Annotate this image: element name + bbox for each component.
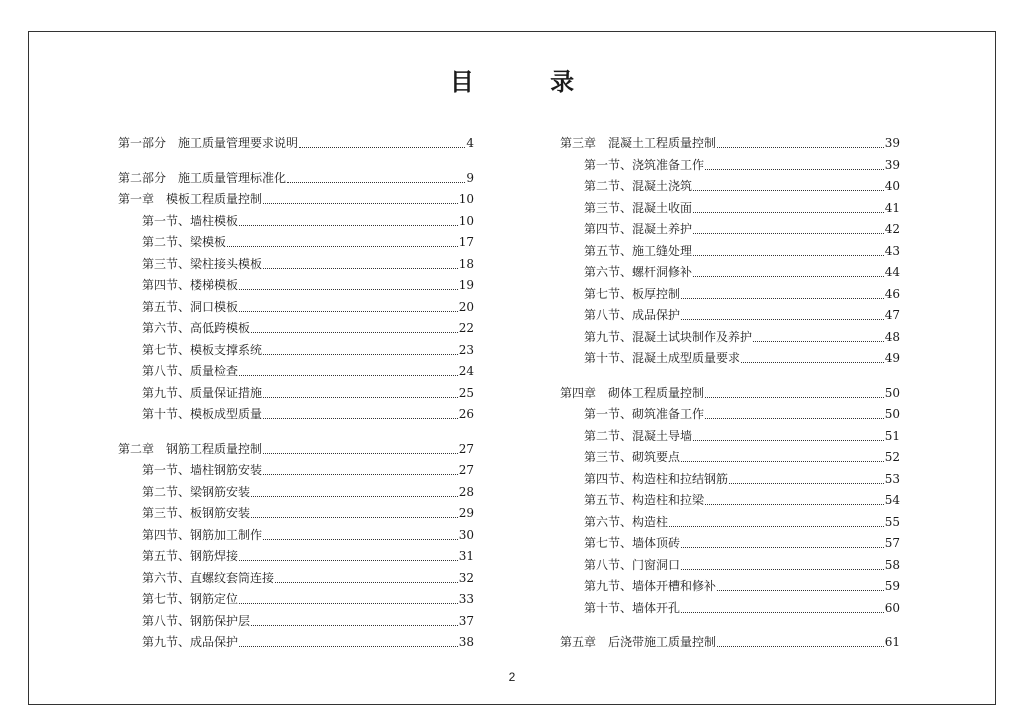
toc-entry bbox=[118, 632, 474, 654]
toc-entry bbox=[560, 327, 900, 349]
toc-entry bbox=[560, 632, 900, 654]
toc-entry-page: 53 bbox=[884, 471, 900, 486]
toc-entry-page: 60 bbox=[884, 600, 900, 615]
toc-entry-page: 28 bbox=[458, 484, 474, 499]
toc-entry bbox=[118, 361, 474, 383]
toc-entry-title: 第五节、洞口模板 bbox=[142, 299, 239, 314]
toc-entry bbox=[118, 482, 474, 504]
toc-entry-title: 第三节、砌筑要点 bbox=[584, 450, 681, 464]
toc-entry-title: 第十节、模板成型质量 bbox=[142, 407, 263, 421]
toc-entry bbox=[560, 469, 900, 491]
page-number: 2 bbox=[508, 670, 516, 684]
toc-leader-dots bbox=[681, 561, 884, 570]
toc-entry-page: 43 bbox=[884, 243, 900, 258]
toc-entry bbox=[560, 305, 900, 327]
toc-entry bbox=[560, 262, 900, 284]
toc-entry-page: 31 bbox=[458, 549, 474, 563]
toc-entry bbox=[560, 404, 900, 426]
toc-entry-page: 44 bbox=[884, 265, 900, 279]
toc-entry-title: 第五节、钢筋焊接 bbox=[142, 549, 239, 563]
toc-leader-dots bbox=[227, 238, 458, 247]
toc-leader-dots bbox=[705, 410, 884, 419]
toc-leader-dots bbox=[263, 466, 458, 475]
toc-entry bbox=[118, 189, 474, 211]
toc-entry bbox=[560, 284, 900, 306]
toc-leader-dots bbox=[681, 604, 884, 613]
toc-leader-dots bbox=[681, 453, 884, 462]
toc-entry-page: 10 bbox=[458, 213, 474, 228]
toc-entry bbox=[560, 198, 900, 220]
toc-leader-dots bbox=[263, 531, 458, 540]
toc-entry-title: 第四节、钢筋加工制作 bbox=[142, 527, 263, 542]
toc-leader-dots bbox=[251, 509, 458, 518]
toc-entry bbox=[118, 232, 474, 254]
toc-entry-page: 55 bbox=[884, 514, 900, 529]
toc-leader-dots bbox=[239, 303, 458, 312]
toc-leader-dots bbox=[705, 161, 884, 170]
toc-entry-title: 第九节、墙体开槽和修补 bbox=[584, 579, 717, 593]
toc-right-column bbox=[560, 133, 900, 654]
toc-leader-dots bbox=[717, 139, 884, 148]
toc-leader-dots bbox=[263, 410, 458, 419]
toc-entry bbox=[118, 546, 474, 568]
toc-leader-dots bbox=[263, 445, 458, 454]
toc-entry-title: 第三节、混凝土收面 bbox=[584, 200, 693, 215]
toc-entry-title: 第七节、钢筋定位 bbox=[142, 592, 239, 606]
toc-entry-title: 第八节、门窗洞口 bbox=[584, 557, 681, 572]
toc-leader-dots bbox=[693, 182, 884, 191]
toc-leader-dots bbox=[681, 311, 884, 320]
toc-entry bbox=[560, 533, 900, 555]
toc-entry-title: 第十节、混凝土成型质量要求 bbox=[584, 351, 741, 365]
toc-entry-title: 第一节、砌筑准备工作 bbox=[584, 407, 705, 421]
toc-entry bbox=[560, 447, 900, 469]
toc-entry-page: 27 bbox=[458, 441, 474, 456]
toc-entry-page: 51 bbox=[884, 428, 900, 443]
toc-leader-dots bbox=[681, 290, 884, 299]
toc-entry-title: 第一章 模板工程质量控制 bbox=[118, 192, 263, 206]
toc-leader-dots bbox=[251, 324, 458, 333]
toc-entry-page: 17 bbox=[458, 235, 474, 249]
toc-leader-dots bbox=[239, 638, 458, 647]
toc-leader-dots bbox=[275, 574, 458, 583]
toc-entry-page: 30 bbox=[458, 527, 474, 542]
toc-entry-title: 第九节、混凝土试块制作及养护 bbox=[584, 329, 753, 344]
toc-leader-dots bbox=[729, 475, 884, 484]
toc-leader-dots bbox=[681, 539, 884, 548]
toc-entry-title: 第二节、混凝土浇筑 bbox=[584, 179, 693, 193]
toc-entry-title: 第八节、成品保护 bbox=[584, 308, 681, 322]
toc-leader-dots bbox=[263, 260, 458, 269]
toc-leader-dots bbox=[239, 217, 458, 226]
toc-leader-dots bbox=[239, 552, 458, 561]
toc-entry bbox=[560, 576, 900, 598]
toc-entry-page: 27 bbox=[458, 463, 474, 477]
toc-entry bbox=[118, 254, 474, 276]
toc-entry-page: 50 bbox=[884, 385, 900, 400]
toc-entry-title: 第三节、梁柱接头模板 bbox=[142, 256, 263, 271]
toc-entry bbox=[118, 133, 474, 155]
toc-entry-page: 22 bbox=[458, 321, 474, 335]
toc-entry-page: 42 bbox=[884, 222, 900, 236]
toc-entry-title: 第三章 混凝土工程质量控制 bbox=[560, 136, 717, 150]
toc-entry-title: 第四节、混凝土养护 bbox=[584, 222, 693, 236]
toc-entry-page: 20 bbox=[458, 299, 474, 314]
toc-entry bbox=[118, 211, 474, 233]
toc-entry-title: 第三节、板钢筋安装 bbox=[142, 506, 251, 520]
toc-entry-page: 4 bbox=[466, 136, 474, 150]
toc-entry bbox=[118, 297, 474, 319]
toc-entry-page: 23 bbox=[458, 342, 474, 357]
toc-entry-page: 25 bbox=[458, 385, 474, 400]
toc-entry bbox=[118, 340, 474, 362]
toc-entry bbox=[560, 426, 900, 448]
toc-entry-page: 18 bbox=[458, 256, 474, 271]
page-title: 目 录 bbox=[449, 68, 609, 96]
toc-entry-title: 第十节、墙体开孔 bbox=[584, 600, 681, 615]
toc-leader-dots bbox=[299, 139, 465, 148]
toc-leader-dots bbox=[705, 496, 884, 505]
toc-leader-dots bbox=[693, 247, 884, 256]
toc-entry-title: 第一节、墙柱模板 bbox=[142, 213, 239, 228]
toc-entry bbox=[560, 555, 900, 577]
toc-entry-page: 59 bbox=[884, 579, 900, 593]
toc-entry bbox=[560, 348, 900, 370]
toc-entry-page: 37 bbox=[458, 613, 474, 628]
toc-entry-page: 54 bbox=[884, 493, 900, 507]
toc-leader-dots bbox=[287, 174, 465, 183]
toc-entry-title: 第二节、梁钢筋安装 bbox=[142, 484, 251, 499]
toc-entry bbox=[118, 611, 474, 633]
toc-entry-page: 39 bbox=[884, 136, 900, 150]
toc-entry-page: 46 bbox=[884, 286, 900, 301]
toc-left-column bbox=[118, 133, 474, 654]
toc-entry-title: 第七节、板厚控制 bbox=[584, 286, 681, 301]
toc-leader-dots bbox=[669, 518, 884, 527]
toc-entry-page: 50 bbox=[884, 407, 900, 421]
toc-entry-title: 第四章 砌体工程质量控制 bbox=[560, 385, 705, 400]
toc-entry-title: 第六节、高低跨模板 bbox=[142, 321, 251, 335]
toc-leader-dots bbox=[239, 281, 458, 290]
toc-entry-title: 第二章 钢筋工程质量控制 bbox=[118, 441, 263, 456]
toc-entry-title: 第六节、螺杆洞修补 bbox=[584, 265, 693, 279]
toc-entry bbox=[118, 568, 474, 590]
toc-entry bbox=[118, 439, 474, 461]
toc-entry-page: 49 bbox=[884, 351, 900, 365]
toc-entry-title: 第七节、墙体顶砖 bbox=[584, 536, 681, 550]
toc-leader-dots bbox=[263, 346, 458, 355]
toc-entry bbox=[560, 176, 900, 198]
toc-leader-dots bbox=[753, 333, 884, 342]
toc-entry-page: 19 bbox=[458, 278, 474, 292]
toc-entry bbox=[118, 168, 474, 190]
toc-entry-title: 第六节、直螺纹套筒连接 bbox=[142, 570, 275, 585]
toc-entry bbox=[560, 598, 900, 620]
toc-entry-title: 第一节、墙柱钢筋安装 bbox=[142, 463, 263, 477]
toc-leader-dots bbox=[741, 354, 884, 363]
toc-entry-page: 39 bbox=[884, 157, 900, 172]
toc-leader-dots bbox=[263, 389, 458, 398]
toc-entry-page: 38 bbox=[458, 635, 474, 649]
toc-entry bbox=[560, 490, 900, 512]
toc-leader-dots bbox=[263, 195, 458, 204]
toc-entry-page: 10 bbox=[458, 192, 474, 206]
toc-leader-dots bbox=[239, 367, 458, 376]
toc-entry-page: 33 bbox=[458, 592, 474, 606]
toc-entry-title: 第五节、施工缝处理 bbox=[584, 243, 693, 258]
toc-entry-page: 9 bbox=[466, 170, 474, 185]
toc-entry bbox=[118, 589, 474, 611]
toc-entry bbox=[560, 219, 900, 241]
toc-leader-dots bbox=[251, 488, 458, 497]
toc-leader-dots bbox=[693, 225, 884, 234]
toc-entry-title: 第四节、构造柱和拉结钢筋 bbox=[584, 471, 729, 486]
toc-entry bbox=[118, 525, 474, 547]
toc-entry-title: 第五节、构造柱和拉梁 bbox=[584, 493, 705, 507]
toc-entry-page: 24 bbox=[458, 364, 474, 378]
toc-entry bbox=[118, 318, 474, 340]
toc-entry-page: 57 bbox=[884, 536, 900, 550]
toc-entry bbox=[560, 512, 900, 534]
toc-entry-page: 29 bbox=[458, 506, 474, 520]
toc-entry-title: 第九节、成品保护 bbox=[142, 635, 239, 649]
toc-leader-dots bbox=[717, 582, 884, 591]
toc-entry-title: 第二节、混凝土导墙 bbox=[584, 428, 693, 443]
toc-entry-title: 第八节、钢筋保护层 bbox=[142, 613, 251, 628]
toc-entry bbox=[118, 460, 474, 482]
toc-entry bbox=[118, 503, 474, 525]
toc-entry bbox=[560, 155, 900, 177]
toc-entry bbox=[118, 275, 474, 297]
toc-entry-page: 26 bbox=[458, 407, 474, 421]
toc-leader-dots bbox=[251, 617, 458, 626]
toc-entry-page: 41 bbox=[884, 200, 900, 215]
toc-entry-page: 61 bbox=[884, 635, 900, 649]
toc-entry bbox=[560, 241, 900, 263]
toc-entry-title: 第五章 后浇带施工质量控制 bbox=[560, 635, 717, 649]
toc-entry-page: 58 bbox=[884, 557, 900, 572]
toc-entry-page: 47 bbox=[884, 308, 900, 322]
toc-entry-title: 第一部分 施工质量管理要求说明 bbox=[118, 136, 299, 150]
toc-entry-page: 32 bbox=[458, 570, 474, 585]
toc-leader-dots bbox=[239, 595, 458, 604]
toc-entry bbox=[118, 404, 474, 426]
toc-leader-dots bbox=[705, 389, 884, 398]
toc-leader-dots bbox=[693, 204, 884, 213]
toc-entry-title: 第二部分 施工质量管理标准化 bbox=[118, 170, 287, 185]
toc-entry-page: 48 bbox=[884, 329, 900, 344]
toc-entry bbox=[560, 133, 900, 155]
toc-leader-dots bbox=[717, 638, 884, 647]
toc-entry-title: 第六节、构造柱 bbox=[584, 514, 669, 529]
toc-entry-title: 第二节、梁模板 bbox=[142, 235, 227, 249]
toc-entry-page: 52 bbox=[884, 450, 900, 464]
toc-entry-title: 第八节、质量检查 bbox=[142, 364, 239, 378]
toc-entry-title: 第四节、楼梯模板 bbox=[142, 278, 239, 292]
toc-entry bbox=[118, 383, 474, 405]
toc-leader-dots bbox=[693, 432, 884, 441]
toc-entry-page: 40 bbox=[884, 179, 900, 193]
toc-entry-title: 第一节、浇筑准备工作 bbox=[584, 157, 705, 172]
toc-entry bbox=[560, 383, 900, 405]
toc-entry-title: 第七节、模板支撑系统 bbox=[142, 342, 263, 357]
toc-entry-title: 第九节、质量保证措施 bbox=[142, 385, 263, 400]
toc-leader-dots bbox=[693, 268, 884, 277]
